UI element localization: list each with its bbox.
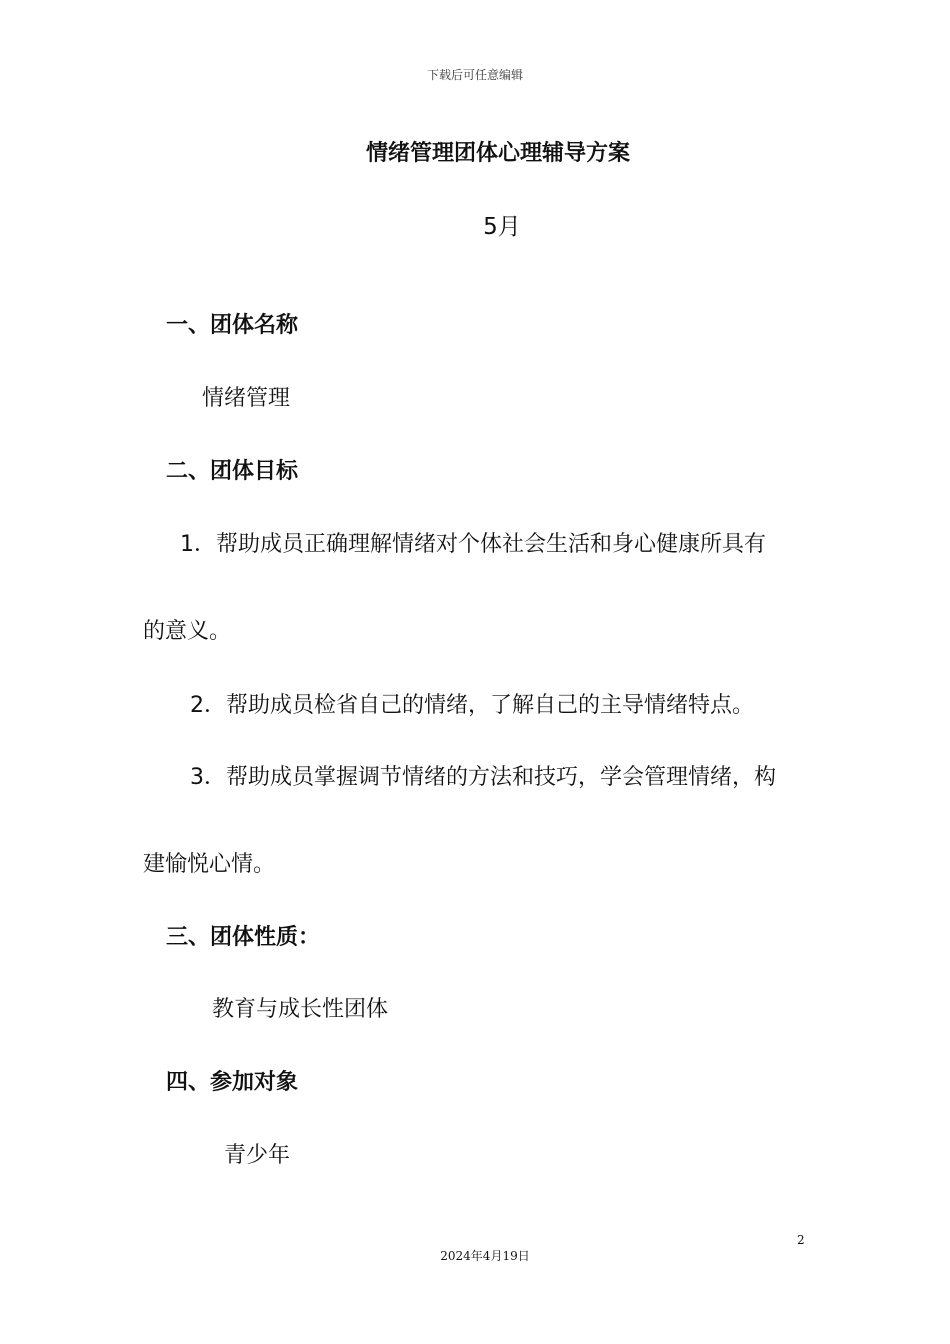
header-note: 下载后可任意编辑	[426, 68, 523, 82]
footer-date: 2024年4月19日	[440, 1249, 530, 1263]
goal-3-line-1: 3．帮助成员掌握调节情绪的方法和技巧，学会管理情绪，构	[190, 765, 776, 790]
document-subtitle: 5月	[483, 214, 521, 240]
goal-1-line-2: 的意义。	[143, 619, 232, 644]
section-content-name: 情绪管理	[202, 386, 291, 411]
section-heading-name: 一、团体名称	[166, 313, 299, 338]
section-heading-participants: 四、参加对象	[166, 1070, 299, 1095]
goal-2-line-1: 2．帮助成员检省自己的情绪，了解自己的主导情绪特点。	[190, 693, 754, 718]
section-content-participants: 青少年	[224, 1143, 291, 1168]
section-content-nature: 教育与成长性团体	[212, 997, 389, 1022]
page-number: 2	[797, 1233, 805, 1247]
section-heading-nature: 三、团体性质：	[166, 925, 321, 950]
goal-1-line-1: 1．帮助成员正确理解情绪对个体社会生活和身心健康所具有	[180, 532, 766, 557]
section-heading-goals: 二、团体目标	[166, 459, 299, 484]
document-title: 情绪管理团体心理辅导方案	[365, 141, 630, 166]
goal-3-line-2: 建愉悦心情。	[143, 852, 276, 877]
